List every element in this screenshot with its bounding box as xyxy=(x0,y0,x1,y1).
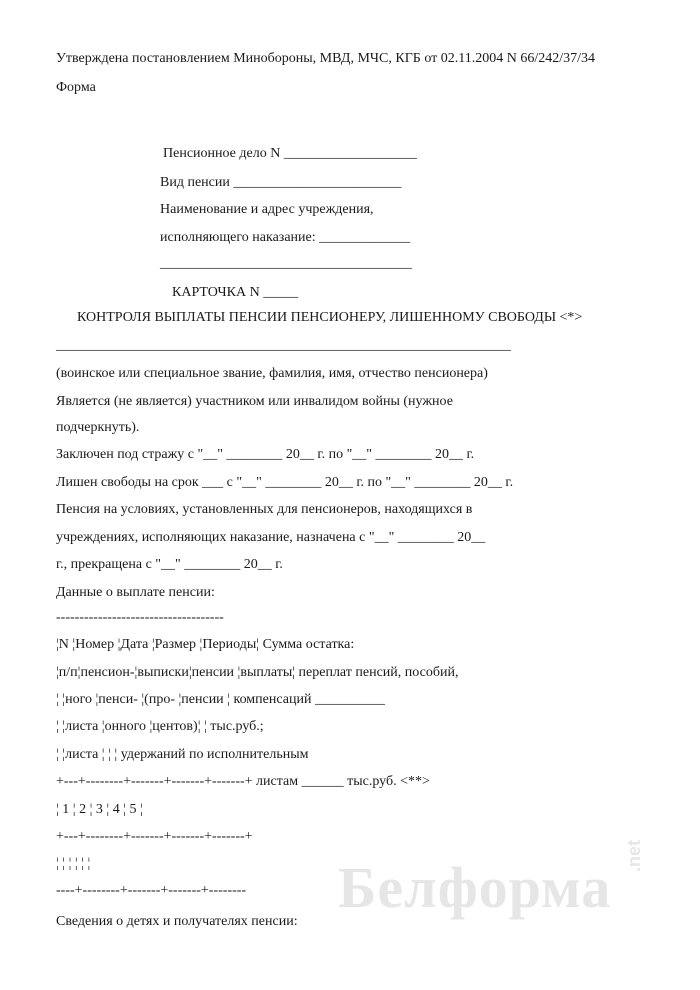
pension-type-field: Вид пенсии ________________________ xyxy=(160,175,402,190)
table-rule-bottom: ----+--------+-------+-------+-------- xyxy=(56,883,247,898)
war-participant-line-1: Является (не является) участником или инвалидом войны (нужное xyxy=(56,394,453,409)
table-empty-row: ¦ ¦ ¦ ¦ ¦ ¦ xyxy=(56,856,91,871)
custody-period: Заключен под стражу с "__" ________ 20__ г. по "__" ________ 20__ г. xyxy=(56,447,475,462)
belforma-watermark: Белформа xyxy=(338,855,612,920)
table-column-numbers: ¦ 1 ¦ 2 ¦ 3 ¦ 4 ¦ 5 ¦ xyxy=(56,802,143,817)
table-separator-2: +---+--------+-------+-------+-------+ xyxy=(56,829,253,844)
table-rule-top: ------------------------------------ xyxy=(56,610,224,625)
case-number-field: Пенсионное дело N ___________________ xyxy=(163,146,417,161)
table-separator-1: +---+--------+-------+-------+-------+ листам ______ тыс.руб. <**> xyxy=(56,774,430,789)
children-info-label: Сведения о детях и получателях пенсии: xyxy=(56,914,298,929)
pension-conditions-line-2: учреждениях, исполняющих наказание, назначена с "__" ________ 20__ xyxy=(56,530,486,545)
deprivation-period: Лишен свободы на срок ___ с "__" ________ 20__ г. по "__" ________ 20__ г. xyxy=(56,475,514,490)
table-header-row-2: ¦п/п¦пенсион-¦выписки¦пенсии ¦выплаты¦ переплат пенсий, пособий, xyxy=(56,665,459,680)
pensioner-name-caption: (воинское или специальное звание, фамилия, имя, отчество пенсионера) xyxy=(56,366,488,381)
pensioner-name-line: _________________________________________________________________ xyxy=(56,338,511,353)
institution-exec-field: исполняющего наказание: _____________ xyxy=(160,230,411,245)
table-header-row-4: ¦ ¦листа ¦онного ¦центов)¦ ¦ тыс.руб.; xyxy=(56,719,264,734)
institution-name-label: Наименование и адрес учреждения, xyxy=(160,202,374,217)
belforma-watermark-tld: .net xyxy=(624,839,644,872)
payment-data-label: Данные о выплате пенсии: xyxy=(56,585,215,600)
table-header-row-5: ¦ ¦листа ¦ ¦ ¦ удержаний по исполнительным xyxy=(56,747,309,762)
pension-conditions-line-1: Пенсия на условиях, установленных для пенсионеров, находящихся в xyxy=(56,502,473,517)
institution-blank-line: ____________________________________ xyxy=(160,256,412,271)
card-title: КОНТРОЛЯ ВЫПЛАТЫ ПЕНСИИ ПЕНСИОНЕРУ, ЛИШЕННОМУ СВОБОДЫ <*> xyxy=(77,310,583,325)
table-header-row-1: ¦N ¦Номер ¦Дата ¦Размер ¦Периоды¦ Сумма остатка: xyxy=(56,637,355,652)
war-participant-line-2: подчеркнуть). xyxy=(56,420,140,435)
card-number: КАРТОЧКА N _____ xyxy=(172,285,299,300)
form-label: Форма xyxy=(56,80,96,95)
approval-note: Утверждена постановлением Минобороны, МВД, МЧС, КГБ от 02.11.2004 N 66/242/37/34 xyxy=(56,51,596,66)
pension-conditions-line-3: г., прекращена с "__" ________ 20__ г. xyxy=(56,557,283,572)
table-header-row-3: ¦ ¦ного ¦пенси- ¦(про- ¦пенсии ¦ компенсаций __________ xyxy=(56,692,385,707)
